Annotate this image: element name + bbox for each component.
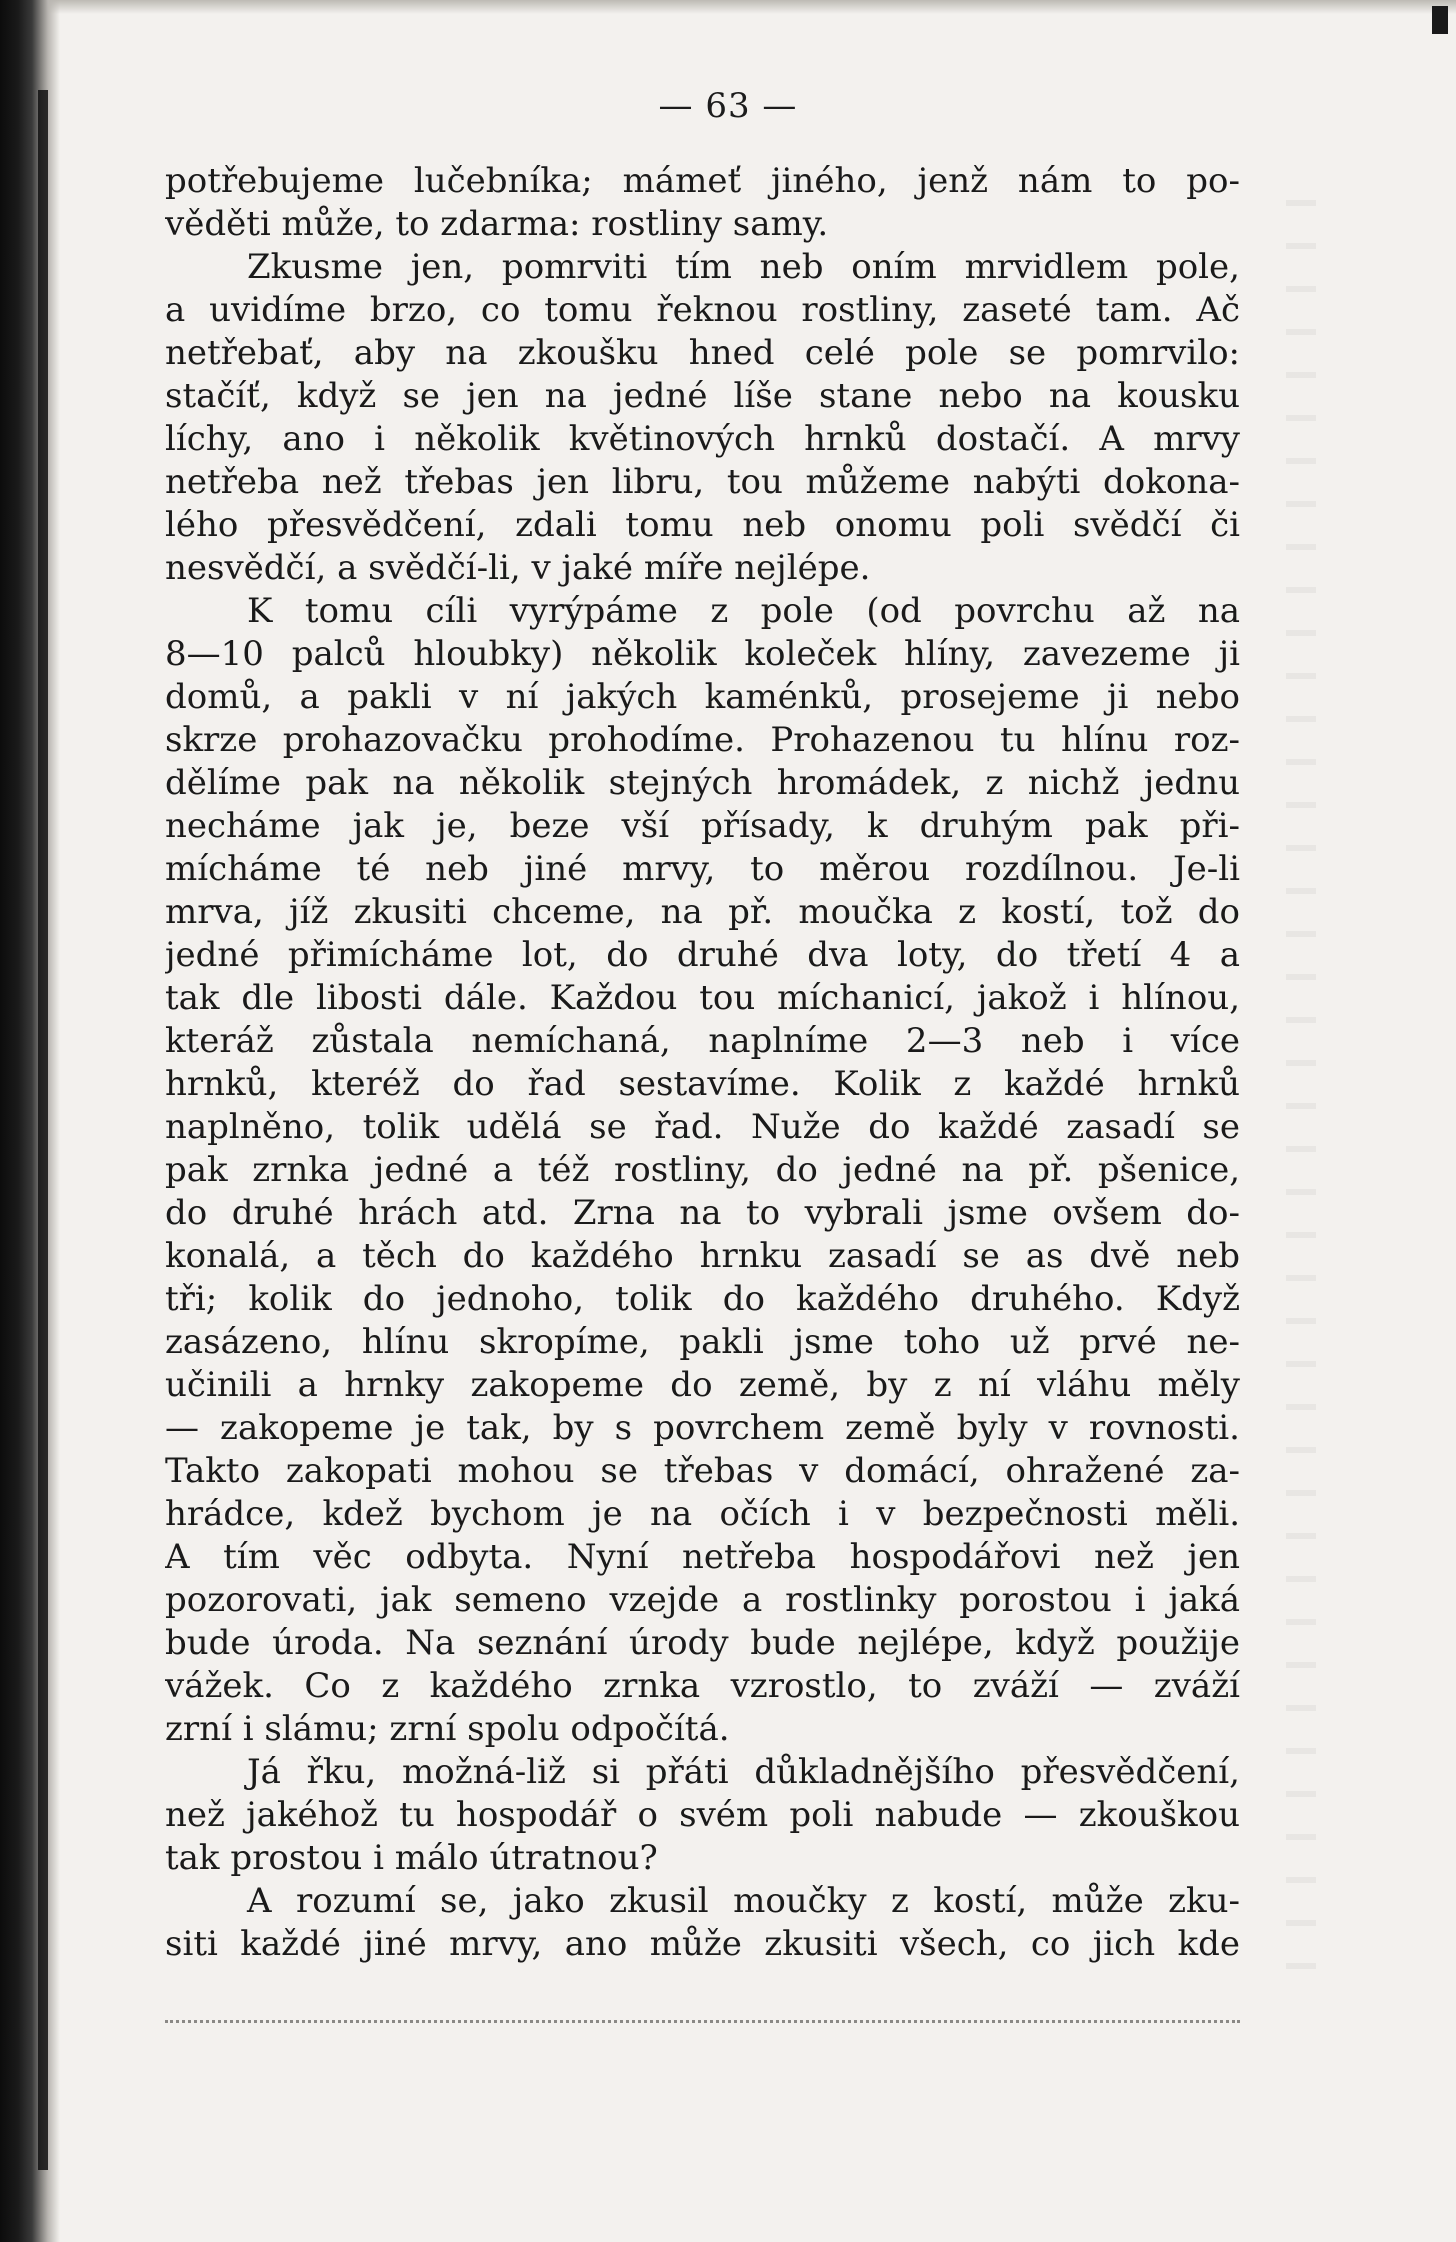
page-number: — 63 — (658, 86, 798, 126)
text-line: lého přesvědčení, zdali tomu neb onomu poli svědčí či (165, 505, 1240, 545)
text-line: nesvědčí, a svědčí-li, v jaké míře nejlépe. (165, 548, 871, 588)
bottom-dotted-rule (165, 2020, 1240, 2023)
text-line: líchy, ano i několik květinových hrnků dostačí. A mrvy (165, 419, 1240, 459)
show-through-bleed (1286, 200, 1316, 2000)
page-top-edge (0, 0, 1456, 14)
text-line: domů, a pakli v ní jakých kaménků, prosejeme ji nebo (165, 677, 1240, 717)
text-line: pak zrnka jedné a též rostliny, do jedné na př. pšenice, (165, 1150, 1240, 1190)
text-line: učinili a hrnky zakopeme do země, by z ní vláhu měly (165, 1365, 1240, 1405)
text-line: stačíť, když se jen na jedné líše stane nebo na kousku (165, 376, 1240, 416)
text-line: A tím věc odbyta. Nyní netřeba hospodářovi než jen (165, 1537, 1240, 1577)
text-line: K tomu cíli vyrýpáme z pole (od povrchu až na (247, 591, 1240, 631)
text-line: skrze prohazovačku prohodíme. Prohazenou tu hlínu roz- (165, 720, 1240, 760)
text-line: 8—10 palců hloubky) několik koleček hlíny, zavezeme ji (165, 634, 1240, 674)
text-line: věděti může, to zdarma: rostliny samy. (165, 204, 829, 244)
text-line: konalá, a těch do každého hrnku zasadí se as dvě neb (165, 1236, 1240, 1276)
corner-mark (1432, 6, 1448, 34)
text-line: potřebujeme lučebníka; mámeť jiného, jenž nám to po- (165, 161, 1240, 201)
text-line: mrva, jíž zkusiti chceme, na př. moučka z kostí, tož do (165, 892, 1240, 932)
text-line: kteráž zůstala nemíchaná, naplníme 2—3 neb i více (165, 1021, 1240, 1061)
body-text (165, 160, 1240, 1966)
text-line: hrnků, kteréž do řad sestavíme. Kolik z každé hrnků (165, 1064, 1240, 1104)
text-line: Takto zakopati mohou se třebas v domácí, ohražené za- (165, 1451, 1240, 1491)
text-line: necháme jak je, beze vší přísady, k druhým pak při- (165, 806, 1240, 846)
text-line: mícháme té neb jiné mrvy, to měrou rozdílnou. Je-li (165, 849, 1240, 889)
text-line: netřebať, aby na zkoušku hned celé pole se pomrvilo: (165, 333, 1240, 373)
text-line: pozorovati, jak semeno vzejde a rostlinky porostou i jaká (165, 1580, 1240, 1620)
text-line: bude úroda. Na seznání úrody bude nejlépe, když použije (165, 1623, 1240, 1663)
text-line: zasázeno, hlínu skropíme, pakli jsme toho už prvé ne- (165, 1322, 1240, 1362)
binding-edge (38, 90, 48, 2170)
text-line: a uvidíme brzo, co tomu řeknou rostliny, zaseté tam. Ač (165, 290, 1240, 330)
text-line: Zkusme jen, pomrviti tím neb oním mrvidlem pole, (247, 247, 1240, 287)
text-line: naplněno, tolik udělá se řad. Nuže do každé zasadí se (165, 1107, 1240, 1147)
text-line: než jakéhož tu hospodář o svém poli nabude — zkouškou (165, 1795, 1240, 1835)
text-line: tak dle libosti dále. Každou tou míchanicí, jakož i hlínou, (165, 978, 1240, 1018)
text-line: hrádce, kdež bychom je na očích i v bezpečnosti měli. (165, 1494, 1240, 1534)
text-line: siti každé jiné mrvy, ano může zkusiti všech, co jich kde (165, 1924, 1240, 1964)
text-line: do druhé hrách atd. Zrna na to vybrali jsme ovšem do- (165, 1193, 1240, 1233)
text-line: jedné přimícháme lot, do druhé dva loty, do třetí 4 a (165, 935, 1240, 975)
text-line: netřeba než třebas jen libru, tou můžeme nabýti dokona- (165, 462, 1240, 502)
text-line: tak prostou i málo útratnou? (165, 1838, 658, 1878)
text-line: — zakopeme je tak, by s povrchem země byly v rovnosti. (165, 1408, 1240, 1448)
text-line: vážek. Co z každého zrnka vzrostlo, to zváží — zváží (165, 1666, 1240, 1706)
text-line: dělíme pak na několik stejných hromádek, z nichž jednu (165, 763, 1240, 803)
text-line: Já řku, možná-liž si přáti důkladnějšího přesvědčení, (247, 1752, 1240, 1792)
text-line: tři; kolik do jednoho, tolik do každého druhého. Když (165, 1279, 1240, 1319)
text-line: zrní i slámu; zrní spolu odpočítá. (165, 1709, 730, 1749)
text-line: A rozumí se, jako zkusil moučky z kostí, může zku- (247, 1881, 1240, 1921)
binding-shadow (0, 0, 60, 2242)
